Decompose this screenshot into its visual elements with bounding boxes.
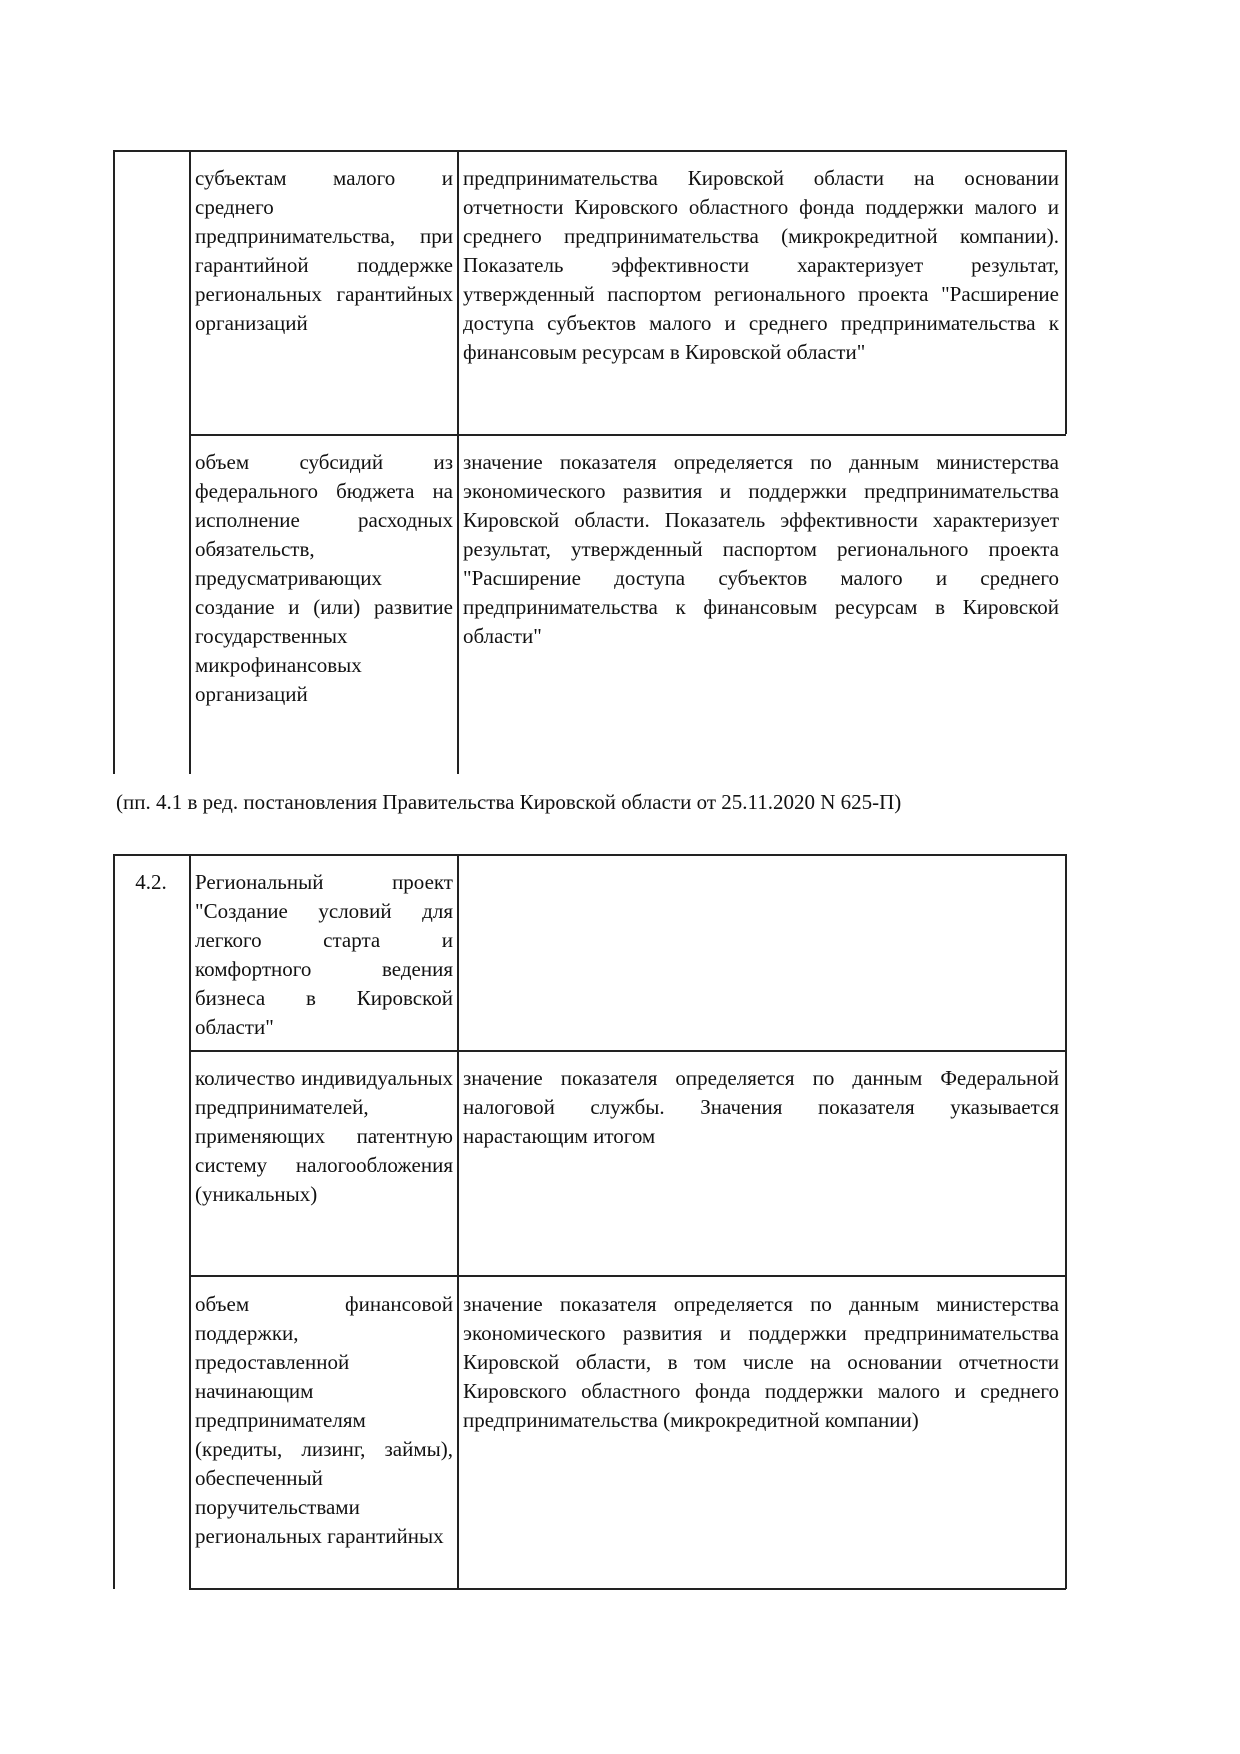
table2-row2-description: значение показателя определяется по данным Федеральной налоговой службы. Значения показателя указывается нарастающим итогом	[463, 1066, 1059, 1148]
table1-row2-description: значение показателя определяется по данным министерства экономического развития и поддержки предпринимательства Кировской области. Показатель эффективности характеризует результат, утвержденный паспортом регионального проекта "Расширение доступа субъектов малого и среднего предпринимательства к финансовым ресурсам в Кировской области"	[463, 450, 1059, 648]
table2-top-border	[113, 854, 1066, 856]
table2-left-border	[113, 854, 115, 1589]
table2-row3-description: значение показателя определяется по данным министерства экономического развития и поддержки предпринимательства Кировской области, в том числе на основании отчетности Кировского областного фонда поддержки малого и среднего предпринимательства (микрокредитной компании)	[463, 1292, 1059, 1432]
table2-row-divider-1	[189, 1050, 1066, 1052]
table1-top-border	[113, 150, 1066, 152]
table2-row2-indicator: количество индивидуальных предпринимателей, применяющих патентную систему налогообложения (уникальных)	[195, 1066, 453, 1206]
table2-col2-border	[457, 854, 459, 1589]
table1-col1-border	[189, 150, 191, 774]
table1-row2-indicator: объем субсидий из федерального бюджета на исполнение расходных обязательств, предусматривающих создание и (или) развитие государственных микрофинансовых организаций	[195, 450, 453, 706]
table2-col1-border	[189, 854, 191, 1589]
table2-row1-indicator: Региональный проект "Создание условий для легкого старта и комфортного ведения бизнеса в Кировской области"	[195, 870, 453, 1039]
table1-row1-indicator: субъектам малого и среднего предпринимательства, при гарантийной поддержке региональных гарантийных организаций	[195, 166, 453, 335]
amendment-note: (пп. 4.1 в ред. постановления Правительства Кировской области от 25.11.2020 N 625-П)	[116, 790, 902, 814]
table1-left-border	[113, 150, 115, 774]
table2-row-divider-2	[189, 1275, 1066, 1277]
table2-row3-indicator: объем финансовой поддержки, предоставленной начинающим предпринимателям (кредиты, лизинг, займы), обеспеченный поручительствами региональных гарантийных	[195, 1292, 453, 1548]
table1-row1-description: предпринимательства Кировской области на основании отчетности Кировского областного фонда поддержки малого и среднего предпринимательства (микрокредитной компании). Показатель эффективности характеризует результат, утвержденный паспортом регионального проекта "Расширение доступа субъектов малого и среднего предпринимательства к финансовым ресурсам в Кировской области"	[463, 166, 1059, 364]
table2-bottom-border	[189, 1588, 1066, 1590]
row-number: 4.2.	[135, 870, 167, 894]
table2-right-border	[1065, 854, 1067, 1589]
table1-col2-border	[457, 150, 459, 774]
table1-row-divider	[189, 434, 1066, 436]
table1-right-border	[1065, 150, 1067, 434]
